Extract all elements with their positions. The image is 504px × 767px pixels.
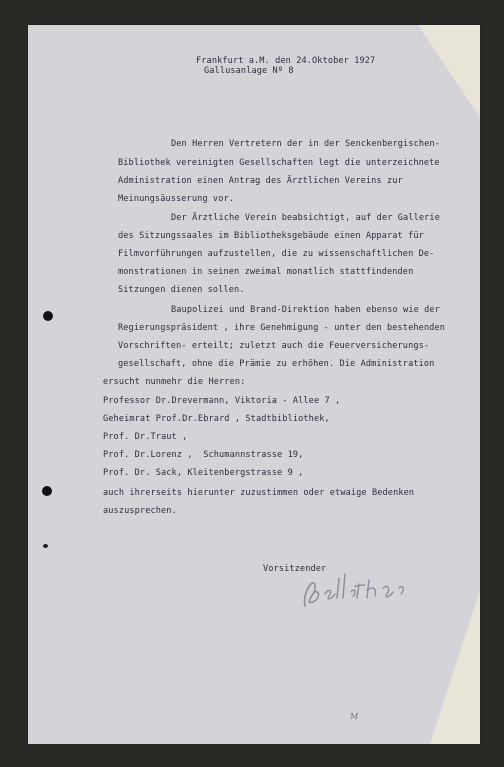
body-line: ersucht nunmehr die Herren: — [103, 377, 246, 387]
body-line: Vorschriften- erteilt; zuletzt auch die Feuerversicherungs- — [118, 341, 430, 351]
recipient-line: Geheimrat Prof.Dr.Ebrard , Stadtbibliothek, — [103, 414, 330, 424]
body-line: Sitzungen dienen sollen. — [118, 285, 245, 295]
recipient-line: Professor Dr.Drevermann, Viktoria - Allee 7 , — [103, 396, 341, 406]
body-line: Bibliothek vereinigten Gesellschaften legt die unterzeichnete — [118, 158, 440, 168]
punch-hole-bottom — [42, 486, 52, 496]
address-line: Gallusanlage Nº 8 — [204, 66, 294, 76]
paper-sheet — [28, 25, 480, 744]
recipient-line: Prof. Dr.Lorenz , Schumannstrasse 19, — [103, 450, 304, 460]
recipient-line: Prof. Dr. Sack, Kleitenbergstrasse 9 , — [103, 468, 304, 478]
handwritten-signature — [295, 558, 445, 618]
body-line: auszusprechen. — [103, 506, 177, 516]
body-line: Filmvorführungen aufzustellen, die zu wissenschaftlichen De- — [118, 249, 435, 259]
body-line: Meinungsäusserung vor. — [118, 194, 235, 204]
body-line: gesellschaft, ohne die Prämie zu erhöhen. Die Administration — [118, 359, 435, 369]
archive-mark: M — [350, 712, 359, 721]
body-line: des Sitzungssaales im Bibliotheksgebäude einen Apparat für — [118, 231, 424, 241]
margin-mark — [43, 544, 48, 548]
body-line: Den Herren Vertretern der in der Senckenbergischen- — [171, 139, 440, 149]
body-line: auch ihrerseits hierunter zuzustimmen oder etwaige Bedenken — [103, 488, 415, 498]
place-date-line: Frankfurt a.M. den 24.Oktober 1927 — [196, 56, 376, 66]
body-line: Baupolizei und Brand-Direktion haben ebenso wie der — [171, 305, 440, 315]
punch-hole-top — [43, 311, 53, 321]
body-line: Regierungspräsident , ihre Genehmigung - unter den bestehenden — [118, 323, 445, 333]
folded-corner-top — [418, 25, 480, 117]
body-line: monstrationen in seinen zweimal monatlich stattfindenden — [118, 267, 414, 277]
body-line: Administration einen Antrag des Ärztlichen Vereins zur — [118, 176, 403, 186]
recipient-line: Prof. Dr.Traut , — [103, 432, 188, 442]
signatory-role: Vorsitzender — [263, 564, 327, 574]
body-line: Der Ärztliche Verein beabsichtigt, auf der Gallerie — [171, 213, 440, 223]
